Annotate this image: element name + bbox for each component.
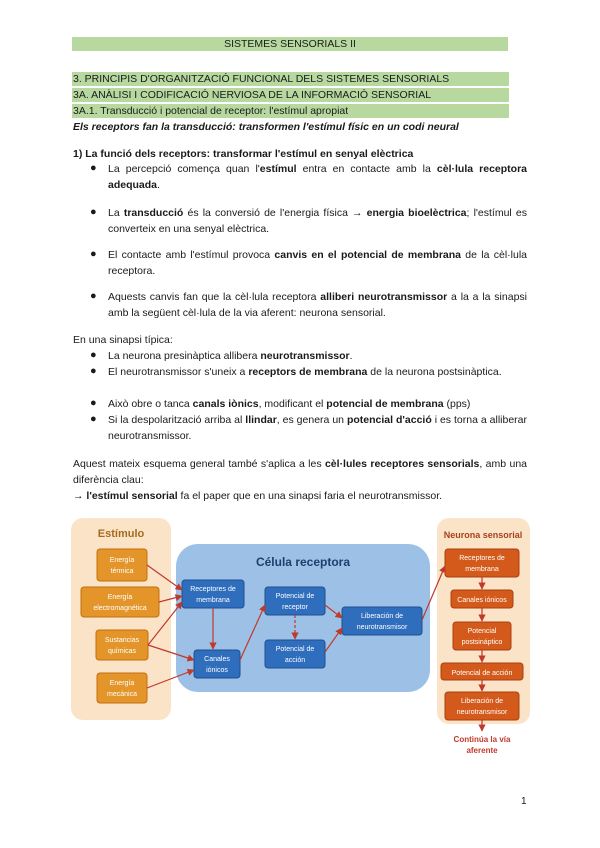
closing-arrow-line: → l'estímul sensorial fa el paper que en una sinapsi faria el neurotransmissor. (73, 490, 443, 502)
svg-text:Potencial: Potencial (467, 628, 497, 635)
list-item: Si la despolarització arriba al llindar, es genera un potencial d'acció i es torna a alliberar neurotransmissor. (108, 414, 527, 442)
bullet-dot: ● (90, 413, 97, 425)
neuron-step-postsynaptic (453, 622, 511, 650)
continues-label-2: aferente (466, 746, 498, 755)
nt-release-box (342, 607, 422, 635)
svg-text:electromagnética: electromagnética (93, 605, 147, 612)
action-potential-box (265, 640, 325, 668)
svg-text:Liberación de: Liberación de (460, 698, 504, 705)
stimulus-chemical-box (96, 630, 148, 660)
list-item: La transducció és la conversió de l'energia física → energia bioelèctrica; l'estímul es converteix en una senyal elèctrica. (108, 207, 527, 235)
svg-text:Receptores de: Receptores de (459, 555, 505, 562)
list-item: El contacte amb l'estímul provoca canvis en el potencial de membrana de la cèl·lula receptora. (108, 249, 527, 277)
stimulus-electromagnetic-box (81, 587, 159, 617)
svg-text:iónicos: iónicos (206, 667, 228, 674)
document-title: SISTEMES SENSORIALS II (224, 38, 356, 50)
stimulus-title: Estímulo (97, 528, 145, 540)
bullet-dot: ● (90, 365, 97, 377)
svg-text:Potencial de acción: Potencial de acción (451, 670, 513, 677)
bullet-dot: ● (90, 349, 97, 361)
neuron-step-nt-release (445, 692, 519, 720)
svg-text:membrana: membrana (465, 566, 499, 573)
receptor-membrane-box (182, 580, 244, 608)
svg-text:Canales: Canales (204, 656, 230, 663)
receptor-cell-title: Célula receptora (255, 555, 351, 569)
heading-1: 3. PRINCIPIS D'ORGANITZACIÓ FUNCIONAL DELS SISTEMES SENSORIALS (73, 73, 450, 85)
svg-text:químicas: químicas (107, 648, 137, 655)
bullet-dot: ● (90, 162, 97, 174)
neuron-step-membrane-receptors (445, 549, 519, 577)
list-item: La neurona presinàptica allibera neurotransmissor. (108, 350, 353, 362)
svg-text:postsináptico: postsináptico (461, 639, 503, 646)
svg-text:Liberación de: Liberación de (360, 613, 404, 620)
svg-text:neurotransmisor: neurotransmisor (456, 709, 508, 716)
svg-text:membrana: membrana (196, 597, 230, 604)
list-item: Això obre o tanca canals iònics, modificant el potencial de membrana (pps) (108, 398, 471, 410)
continues-label-1: Continúa la vía (453, 735, 511, 744)
svg-text:Energía: Energía (107, 594, 133, 601)
svg-text:Potencial de: Potencial de (275, 593, 315, 600)
heading-2: 3A. ANÀLISI I CODIFICACIÓ NERVIOSA DE LA INFORMACIÓ SENSORIAL (73, 89, 432, 101)
list-item: El neurotransmissor s'uneix a receptors de membrana de la neurona postsinàptica. (108, 366, 502, 378)
sensory-receptor-diagram (0, 510, 600, 770)
stimulus-mechanical-box (97, 673, 147, 703)
ion-channels-box (194, 650, 240, 678)
section-1-title: 1) La funció dels receptors: transformar l'estímul en senyal elèctrica (73, 148, 414, 160)
page-number: 1 (521, 796, 527, 807)
heading-3: 3A.1. Transducció i potencial de receptor: l'estímul apropiat (73, 105, 349, 117)
neuron-step-action-potential (441, 663, 523, 680)
svg-text:receptor: receptor (282, 604, 308, 611)
synapse-intro: En una sinapsi típica: (73, 334, 173, 346)
list-item: La percepció comença quan l'estímul entra en contacte amb la cèl·lula receptora adequada. (108, 163, 527, 191)
svg-text:Potencial de: Potencial de (275, 646, 315, 653)
bullet-dot: ● (90, 248, 97, 260)
heading-3-bar (72, 104, 509, 118)
svg-text:mecánica: mecánica (107, 691, 137, 698)
receptor-potential-box (265, 587, 325, 615)
neuron-step-ion-channels (451, 590, 513, 608)
heading-2-bar (72, 88, 509, 102)
sensory-neuron-title: Neurona sensorial (443, 530, 523, 540)
svg-text:Sustancias: Sustancias (104, 637, 140, 644)
svg-text:Energía: Energía (109, 557, 135, 564)
list-item: Aquests canvis fan que la cèl·lula receptora alliberi neurotransmissor a la a la sinapsi amb la següent cèl·lula de la via aferent: neurona sensorial. (108, 291, 527, 319)
stimulus-thermal-box (97, 549, 147, 581)
svg-text:Energía: Energía (109, 680, 135, 687)
document-title-bar (72, 37, 508, 51)
bullet-dot: ● (90, 397, 97, 409)
bullet-dot: ● (90, 206, 97, 218)
bullet-dot: ● (90, 290, 97, 302)
svg-text:acción: acción (284, 657, 306, 664)
svg-text:neurotransmisor: neurotransmisor (356, 624, 408, 631)
intro-statement: Els receptors fan la transducció: transformen l'estímul físic en un codi neural (73, 121, 459, 133)
heading-1-bar (72, 72, 509, 86)
svg-text:térmica: térmica (110, 568, 134, 575)
svg-text:Receptores de: Receptores de (190, 586, 236, 593)
closing-paragraph: Aquest mateix esquema general també s'aplica a les cèl·lules receptores sensorials, amb una diferència clau: (73, 458, 528, 486)
svg-text:Canales iónicos: Canales iónicos (457, 597, 507, 604)
